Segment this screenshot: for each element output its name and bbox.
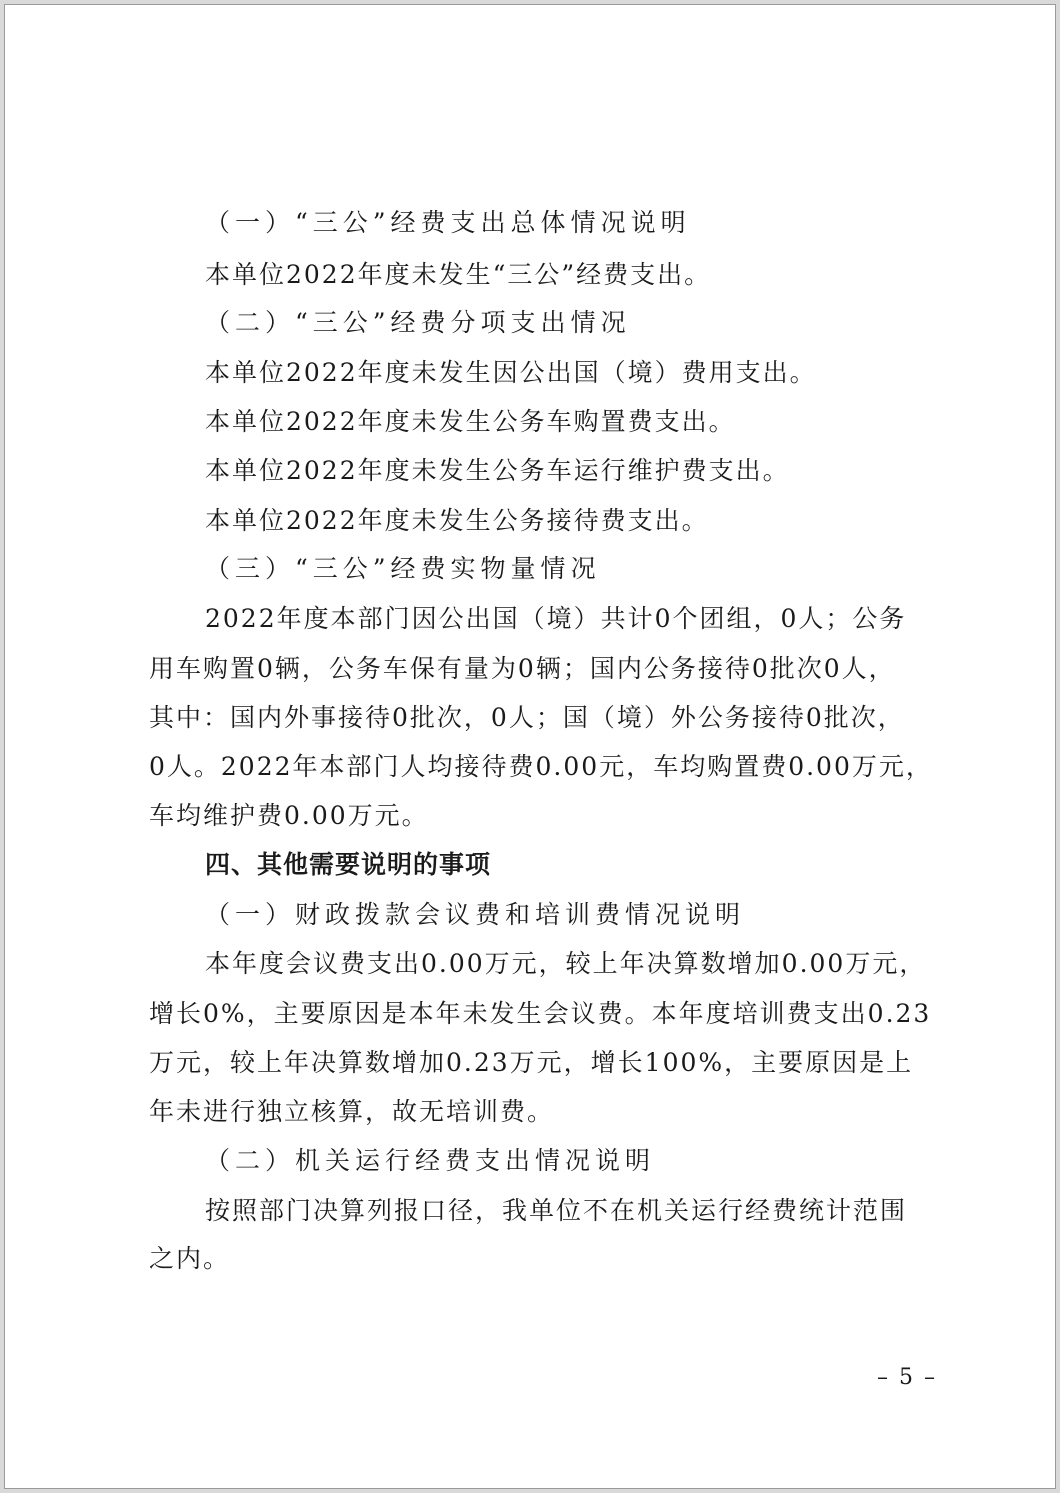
document-page	[4, 4, 1056, 1489]
paragraph-line: 用车购置0辆，公务车保有量为0辆；国内公务接待0批次0人，	[149, 654, 896, 683]
paragraph-line: 本单位2022年度未发生“三公”经费支出。	[205, 260, 712, 289]
chapter-heading: 四、其他需要说明的事项	[205, 850, 492, 879]
section-heading: （一）“三公”经费支出总体情况说明	[205, 208, 691, 237]
paragraph-line: 本单位2022年度未发生公务接待费支出。	[205, 506, 709, 535]
section-heading: （一）财政拨款会议费和培训费情况说明	[205, 900, 746, 929]
paragraph-line: 其中：国内外事接待0批次，0人；国（境）外公务接待0批次，	[149, 703, 905, 732]
page-number: – 5 –	[877, 1365, 937, 1390]
paragraph-line: 按照部门决算列报口径，我单位不在机关运行经费统计范围	[205, 1196, 908, 1225]
section-heading: （二）“三公”经费分项支出情况	[205, 308, 631, 337]
paragraph-line: 2022年度本部门因公出国（境）共计0个团组，0人；公务	[205, 604, 907, 633]
paragraph-line: 万元，较上年决算数增加0.23万元，增长100%，主要原因是上	[149, 1048, 914, 1077]
paragraph-line: 0人。2022年本部门人均接待费0.00元，车均购置费0.00万元，	[149, 752, 933, 781]
section-heading: （三）“三公”经费实物量情况	[205, 554, 601, 583]
paragraph-line: 本单位2022年度未发生公务车购置费支出。	[205, 407, 736, 436]
paragraph-line: 之内。	[149, 1244, 231, 1273]
paragraph-line: 本年度会议费支出0.00万元，较上年决算数增加0.00万元，	[205, 949, 927, 978]
paragraph-line: 车均维护费0.00万元。	[149, 801, 429, 830]
paragraph-line: 本单位2022年度未发生因公出国（境）费用支出。	[205, 358, 817, 387]
section-heading: （二）机关运行经费支出情况说明	[205, 1146, 656, 1175]
paragraph-line: 本单位2022年度未发生公务车运行维护费支出。	[205, 456, 790, 485]
paragraph-line: 年未进行独立核算，故无培训费。	[149, 1097, 555, 1126]
paragraph-line: 增长0%，主要原因是本年未发生会议费。本年度培训费支出0.23	[149, 999, 932, 1028]
